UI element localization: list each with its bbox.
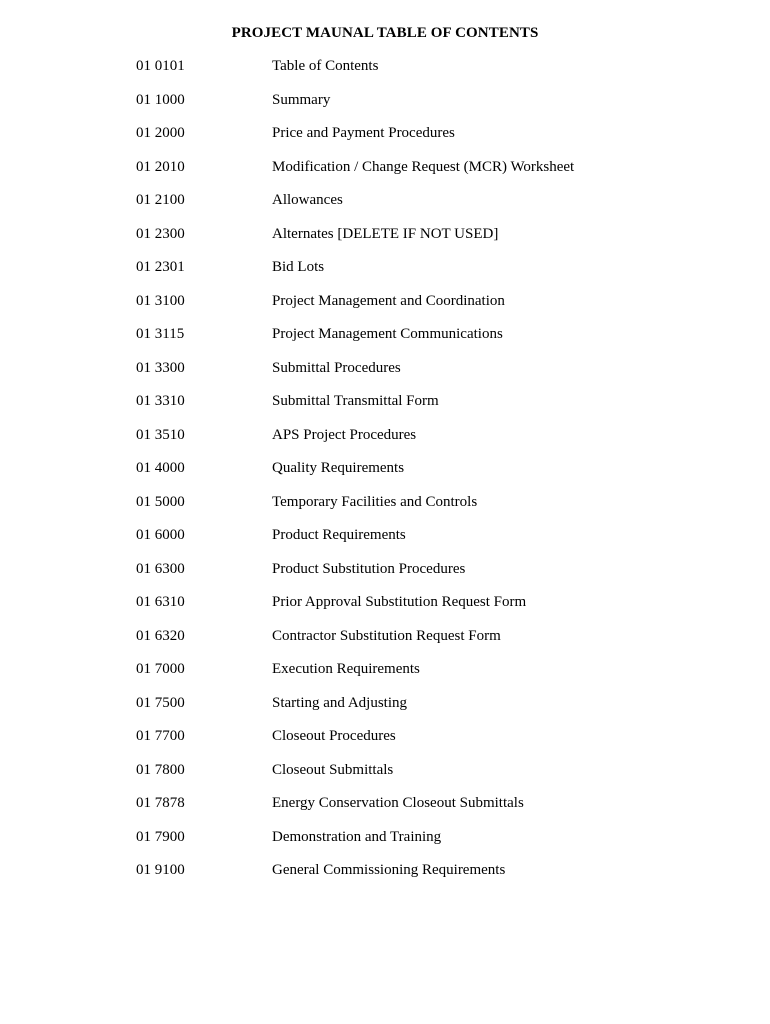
section-title: APS Project Procedures <box>272 426 417 443</box>
section-number: 01 9100 <box>136 862 185 878</box>
section-number: 01 2100 <box>136 192 185 208</box>
toc-row <box>0 726 770 760</box>
toc-row <box>0 860 770 894</box>
section-title: Project Management and Coordination <box>272 292 505 309</box>
section-number: 01 2010 <box>136 158 185 175</box>
section-number: 01 2000 <box>136 125 185 141</box>
section-title: Allowances <box>272 192 343 208</box>
section-title: Contractor Substitution Request Form <box>272 627 501 644</box>
section-title: Energy Conservation Closeout Submittals <box>272 795 524 811</box>
section-title: Quality Requirements <box>272 460 405 476</box>
section-number: 01 0101 <box>136 58 185 74</box>
section-number: 01 7900 <box>136 828 185 845</box>
toc-row <box>0 458 770 492</box>
section-title: Product Requirements <box>272 527 406 543</box>
toc-row <box>0 123 770 157</box>
toc-row <box>0 793 770 827</box>
toc-row <box>0 559 770 593</box>
section-number: 01 3310 <box>136 393 185 409</box>
section-title: Closeout Procedures <box>272 728 396 744</box>
section-title: Summary <box>272 91 331 108</box>
page-title: PROJECT MAUNAL TABLE OF CONTENTS <box>231 25 539 41</box>
section-title: Project Management Communications <box>272 326 503 342</box>
toc-row <box>0 257 770 291</box>
section-number: 01 6300 <box>136 560 185 577</box>
section-title: Starting and Adjusting <box>272 694 407 711</box>
section-title: Temporary Facilities and Controls <box>272 493 478 510</box>
section-number: 01 6310 <box>136 594 185 610</box>
section-title: Bid Lots <box>272 259 325 275</box>
section-title: Submittal Procedures <box>272 359 401 376</box>
toc-row <box>0 492 770 526</box>
section-number: 01 4000 <box>136 460 185 476</box>
toc-row <box>0 659 770 693</box>
toc-row <box>0 391 770 425</box>
section-title: Prior Approval Substitution Request Form <box>272 594 527 610</box>
toc-row <box>0 190 770 224</box>
section-number: 01 3510 <box>136 426 185 443</box>
section-title: Price and Payment Procedures <box>272 125 455 141</box>
section-number: 01 3100 <box>136 292 185 309</box>
section-number: 01 5000 <box>136 493 185 510</box>
toc-row <box>0 90 770 124</box>
section-title: Modification / Change Request (MCR) Worksheet <box>272 158 575 175</box>
table-of-contents <box>0 56 770 894</box>
section-title: Table of Contents <box>272 58 379 74</box>
toc-row <box>0 324 770 358</box>
section-number: 01 7700 <box>136 728 185 744</box>
toc-row <box>0 224 770 258</box>
section-number: 01 7500 <box>136 694 185 711</box>
section-title: Alternates [DELETE IF NOT USED] <box>272 225 499 242</box>
toc-row <box>0 827 770 861</box>
section-title: Product Substitution Procedures <box>272 560 466 577</box>
section-number: 01 3300 <box>136 359 185 376</box>
section-number: 01 7878 <box>136 795 185 811</box>
toc-row <box>0 358 770 392</box>
toc-row <box>0 157 770 191</box>
toc-row <box>0 525 770 559</box>
section-number: 01 2301 <box>136 259 185 275</box>
section-number: 01 3115 <box>136 326 185 342</box>
section-title: Execution Requirements <box>272 661 420 677</box>
toc-row <box>0 693 770 727</box>
toc-row <box>0 291 770 325</box>
section-title: General Commissioning Requirements <box>272 862 506 878</box>
toc-row <box>0 592 770 626</box>
section-number: 01 7000 <box>136 661 185 677</box>
section-number: 01 2300 <box>136 225 185 242</box>
toc-row <box>0 760 770 794</box>
toc-row <box>0 425 770 459</box>
section-title: Demonstration and Training <box>272 828 442 845</box>
section-title: Submittal Transmittal Form <box>272 393 439 409</box>
section-number: 01 6000 <box>136 527 185 543</box>
section-title: Closeout Submittals <box>272 761 394 778</box>
toc-row <box>0 626 770 660</box>
section-number: 01 7800 <box>136 761 185 778</box>
section-number: 01 1000 <box>136 91 185 108</box>
section-number: 01 6320 <box>136 627 185 644</box>
toc-row <box>0 56 770 90</box>
